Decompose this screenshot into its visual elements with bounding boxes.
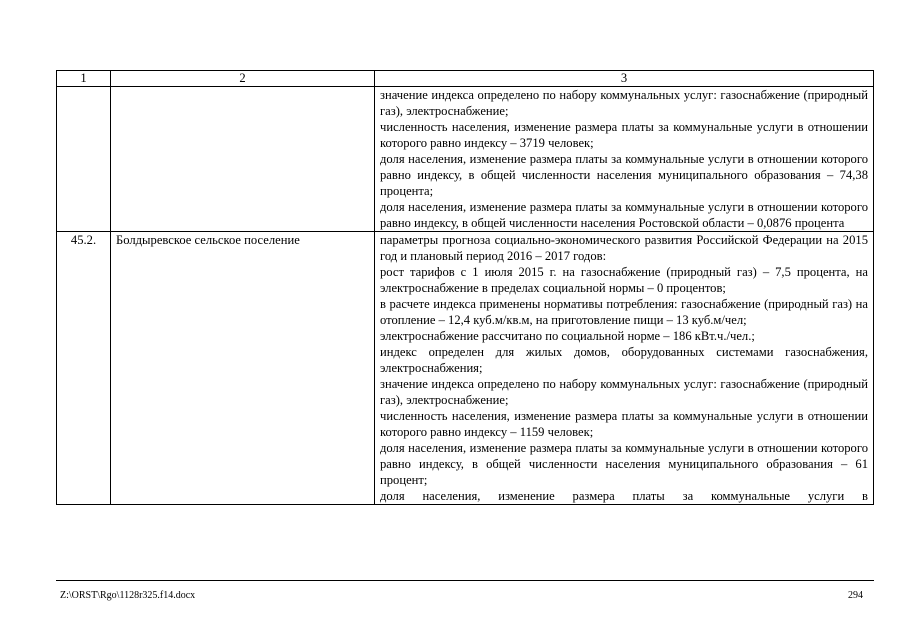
row-description [375,232,874,505]
paragraph: численность населения, изменение размера платы за коммунальные услуги в отношении которого равно индексу – 1159 человек; [380,409,868,439]
settlement-name: Болдыревское сельское поселение [111,232,375,505]
header-col-2: 2 [111,71,375,87]
paragraph: доля населения, изменение размера платы за коммунальные услуги в [380,489,868,503]
header-col-3: 3 [375,71,874,87]
data-table [56,70,874,505]
table-viewport [56,70,874,581]
paragraph: рост тарифов с 1 июля 2015 г. на газоснабжение (природный газ) – 7,5 процента, на электроснабжение в пределах социальной нормы – 0 процентов; [380,265,868,295]
paragraph: электроснабжение рассчитано по социальной норме – 186 кВт.ч./чел.; [380,329,755,343]
paragraph: доля населения, изменение размера платы за коммунальные услуги в отношении которого равно индексу, в общей численности населения муниципального образования – 61 процент; [380,441,868,487]
paragraph: доля населения, изменение размера платы за коммунальные услуги в отношении которого равно индексу, в общей численности населения муниципального образования – 74,38 процента; [380,152,868,198]
footer-file-path: Z:\ORST\Rgo\1128r325.f14.docx [60,590,196,601]
paragraph: численность населения, изменение размера платы за коммунальные услуги в отношении которого равно индексу – 3719 человек; [380,120,868,150]
paragraph: параметры прогноза социально-экономического развития Российской Федерации на 2015 год и плановый период 2016 – 2017 годов: [380,233,868,263]
paragraph: доля населения, изменение размера платы за коммунальные услуги в отношении которого равно индексу, в общей численности населения Ростовской области – 0,0876 процента [380,200,868,230]
paragraph: значение индекса определено по набору коммунальных услуг: газоснабжение (природный газ), электроснабжение; [380,377,868,407]
row-description [375,87,874,232]
paragraph: индекс определен для жилых домов, оборудованных системами газоснабжения, электроснабжения; [380,345,868,375]
paragraph: значение индекса определено по набору коммунальных услуг: газоснабжение (природный газ), электроснабжение; [380,88,868,118]
settlement-name [111,87,375,232]
row-number: 45.2. [57,232,111,505]
table-bottom-border [56,580,874,581]
paragraph: в расчете индекса применены нормативы потребления: газоснабжение (природный газ) на отопление – 12,4 куб.м/кв.м, на приготовление пищи – 13 куб.м/чел; [380,297,868,327]
table-header-row [57,71,874,87]
row-number [57,87,111,232]
table-row [57,87,874,232]
table-row [57,232,874,505]
footer-page-number: 294 [848,590,863,601]
header-col-1: 1 [57,71,111,87]
